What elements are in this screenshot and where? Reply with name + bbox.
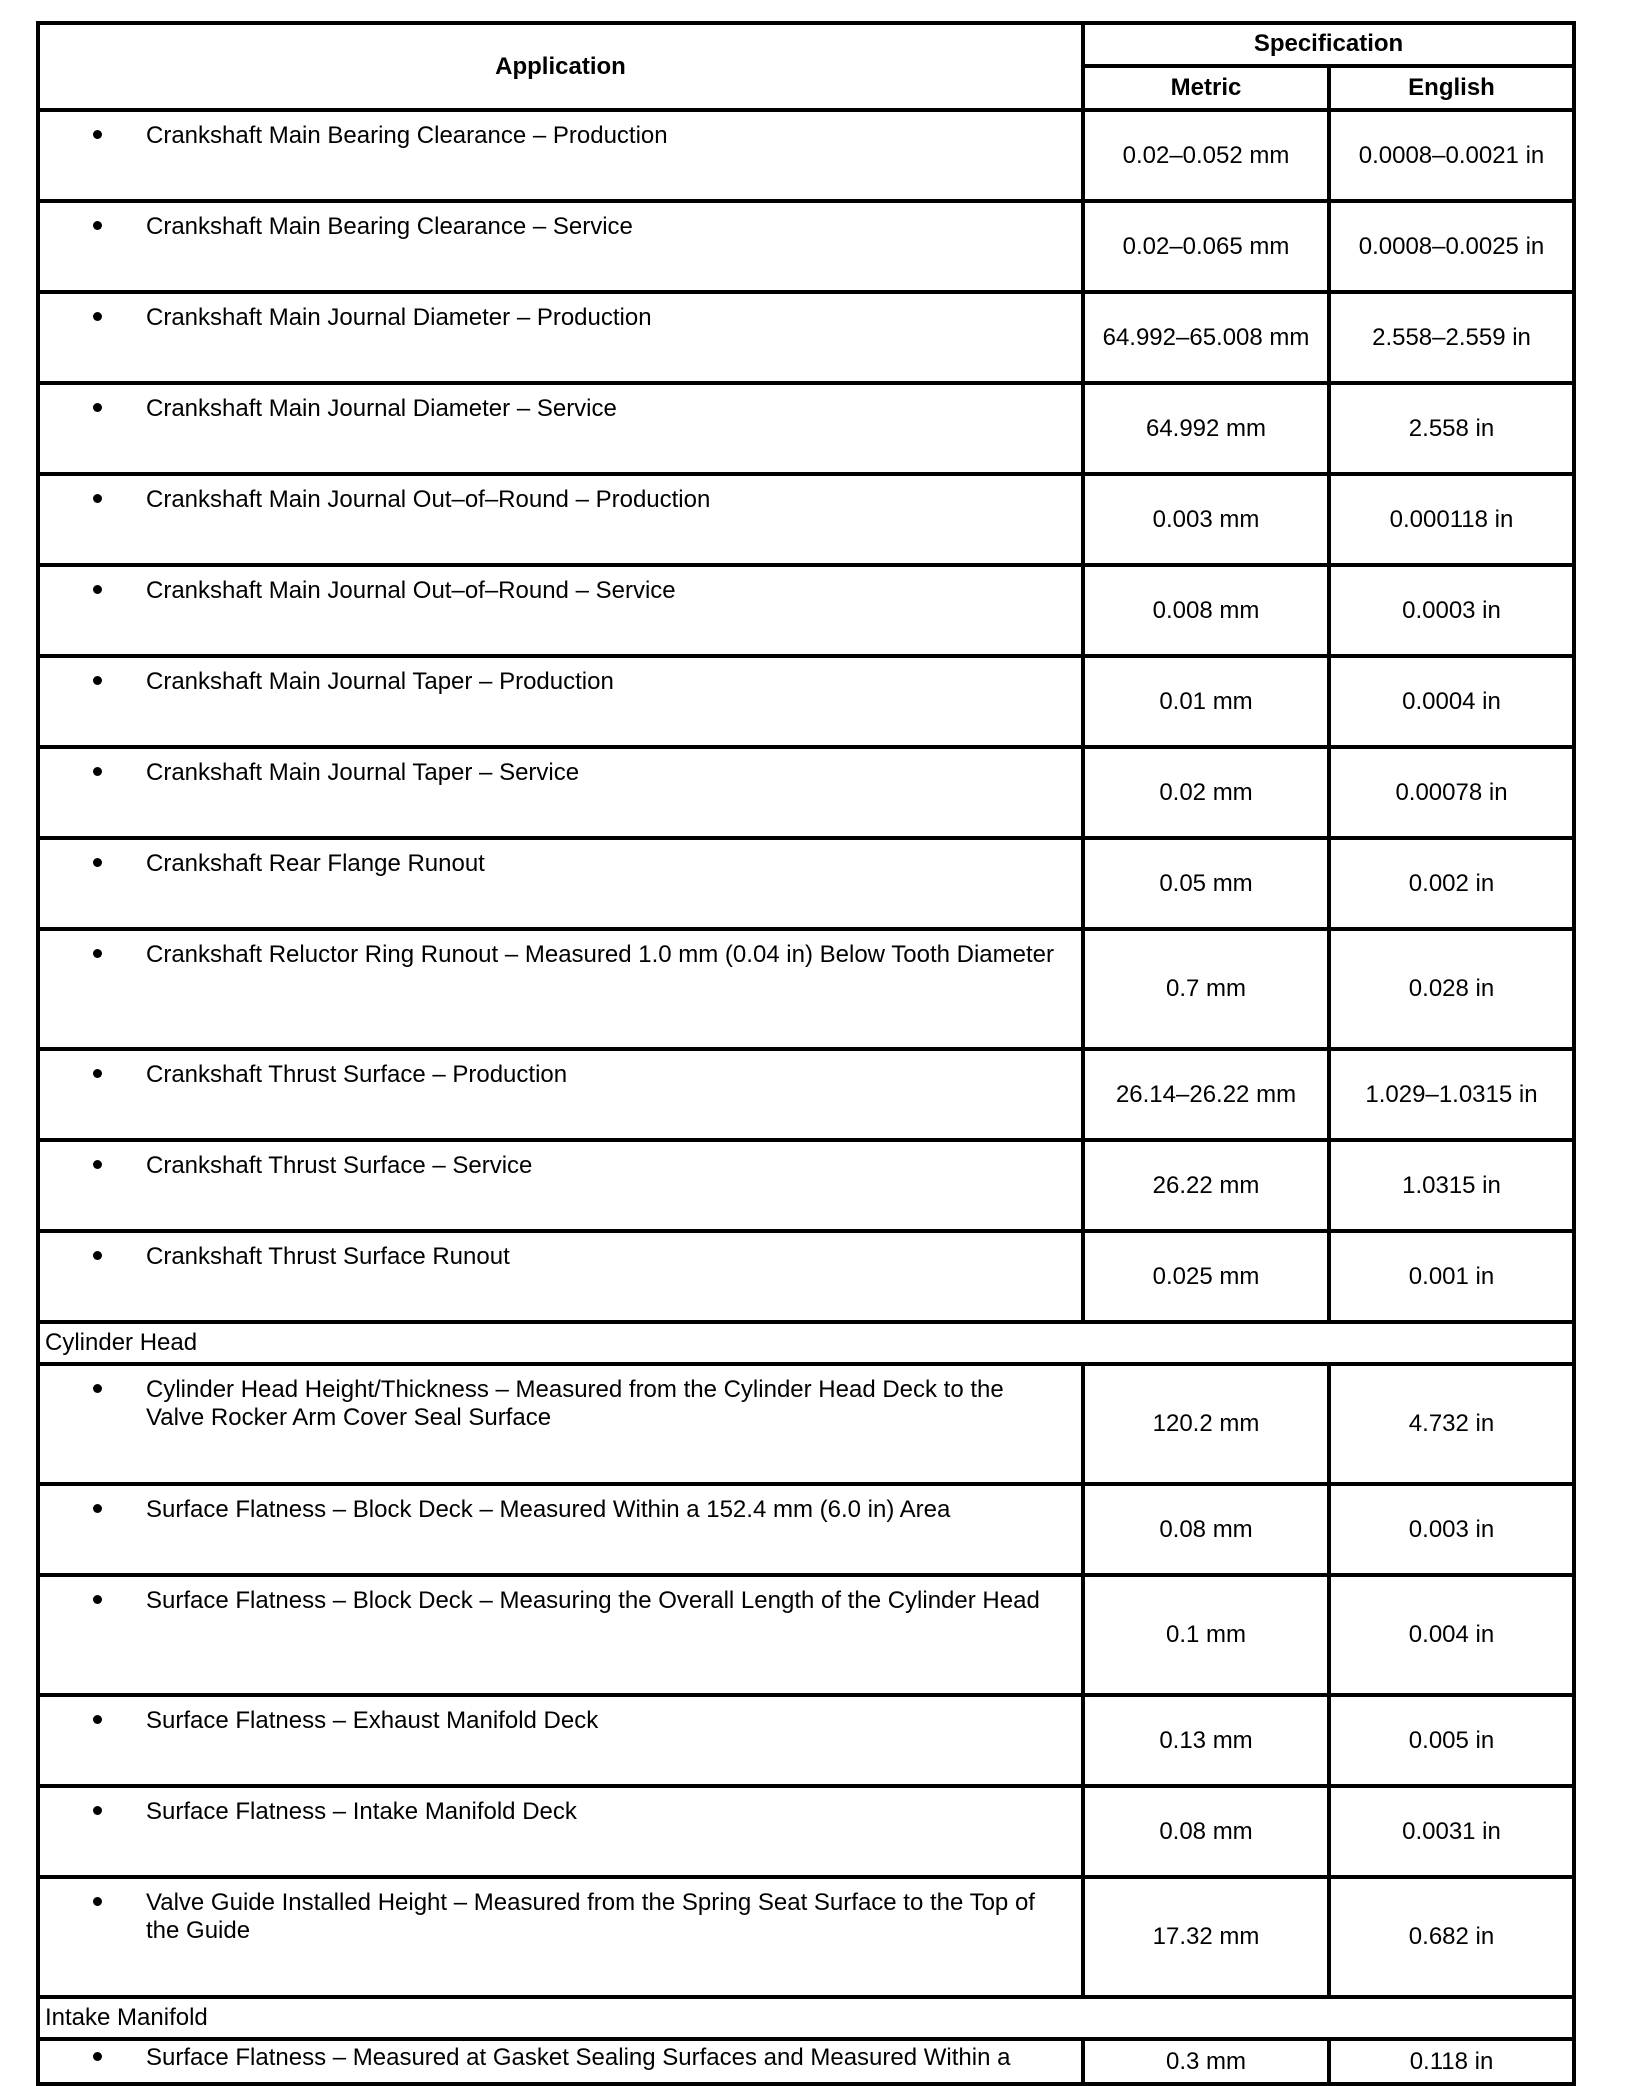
metric-value: 64.992–65.008 mm xyxy=(1083,292,1329,383)
bullet-icon xyxy=(40,213,146,241)
bullet-icon xyxy=(40,577,146,605)
table-row xyxy=(38,1695,1574,1786)
table-header-row xyxy=(38,23,1574,66)
bullet-icon xyxy=(40,759,146,787)
english-value: 0.000118 in xyxy=(1329,474,1574,565)
table-row xyxy=(38,1364,1574,1484)
metric-value: 0.7 mm xyxy=(1083,929,1329,1049)
bullet-icon xyxy=(40,941,146,969)
metric-value: 64.992 mm xyxy=(1083,383,1329,474)
application-text: Cylinder Head Height/Thickness – Measured from the Cylinder Head Deck to the Valve Rocker Arm Cover Seal Surface xyxy=(146,1376,1004,1431)
application-header: Application xyxy=(38,23,1083,110)
application-text: Crankshaft Reluctor Ring Runout – Measured 1.0 mm (0.04 in) Below Tooth Diameter xyxy=(146,941,1054,968)
metric-value: 0.008 mm xyxy=(1083,565,1329,656)
table-row xyxy=(38,2039,1574,2084)
metric-value: 0.08 mm xyxy=(1083,1786,1329,1877)
table-row xyxy=(38,1575,1574,1695)
table-row xyxy=(38,838,1574,929)
english-value: 0.0003 in xyxy=(1329,565,1574,656)
english-value: 1.029–1.0315 in xyxy=(1329,1049,1574,1140)
bullet-icon xyxy=(40,2044,146,2072)
metric-value: 0.025 mm xyxy=(1083,1231,1329,1322)
metric-value: 0.3 mm xyxy=(1083,2039,1329,2084)
metric-value: 0.02 mm xyxy=(1083,747,1329,838)
english-value: 2.558–2.559 in xyxy=(1329,292,1574,383)
table-row xyxy=(38,1231,1574,1322)
metric-value: 0.02–0.052 mm xyxy=(1083,110,1329,201)
application-text: Surface Flatness – Measured at Gasket Sealing Surfaces and Measured Within a xyxy=(146,2044,1011,2071)
bullet-icon xyxy=(40,1798,146,1826)
bullet-icon xyxy=(40,1243,146,1271)
bullet-icon xyxy=(40,395,146,423)
metric-value: 0.1 mm xyxy=(1083,1575,1329,1695)
table-row xyxy=(38,1786,1574,1877)
application-text: Surface Flatness – Intake Manifold Deck xyxy=(146,1798,577,1825)
bullet-icon xyxy=(40,122,146,150)
application-text: Surface Flatness – Block Deck – Measured Within a 152.4 mm (6.0 in) Area xyxy=(146,1496,951,1523)
bullet-icon xyxy=(40,668,146,696)
english-value: 0.001 in xyxy=(1329,1231,1574,1322)
metric-value: 0.05 mm xyxy=(1083,838,1329,929)
bullet-icon xyxy=(40,486,146,514)
metric-value: 17.32 mm xyxy=(1083,1877,1329,1997)
english-value: 0.118 in xyxy=(1329,2039,1574,2084)
application-text: Crankshaft Main Journal Diameter – Service xyxy=(146,395,617,422)
bullet-icon xyxy=(40,304,146,332)
application-text: Crankshaft Main Journal Taper – Production xyxy=(146,668,614,695)
bullet-icon xyxy=(40,1707,146,1735)
section-label: Cylinder Head xyxy=(38,1322,1574,1364)
metric-value: 0.13 mm xyxy=(1083,1695,1329,1786)
english-value: 1.0315 in xyxy=(1329,1140,1574,1231)
table-row xyxy=(38,110,1574,201)
bullet-icon xyxy=(40,1496,146,1524)
bullet-icon xyxy=(40,850,146,878)
application-text: Crankshaft Rear Flange Runout xyxy=(146,850,485,877)
section-row-intake-manifold xyxy=(38,1997,1574,2039)
english-header: English xyxy=(1329,66,1574,110)
english-value: 0.00078 in xyxy=(1329,747,1574,838)
bullet-icon xyxy=(40,1152,146,1180)
metric-value: 26.22 mm xyxy=(1083,1140,1329,1231)
bullet-icon xyxy=(40,1061,146,1089)
english-value: 0.0031 in xyxy=(1329,1786,1574,1877)
table-row xyxy=(38,929,1574,1049)
application-text: Crankshaft Main Bearing Clearance – Service xyxy=(146,213,633,240)
english-value: 0.005 in xyxy=(1329,1695,1574,1786)
metric-header: Metric xyxy=(1083,66,1329,110)
application-text: Surface Flatness – Block Deck – Measuring the Overall Length of the Cylinder Head xyxy=(146,1587,1040,1614)
bullet-icon xyxy=(40,1376,146,1432)
english-value: 0.002 in xyxy=(1329,838,1574,929)
table-row xyxy=(38,1049,1574,1140)
application-text: Valve Guide Installed Height – Measured from the Spring Seat Surface to the Top of the Guide xyxy=(146,1889,1035,1944)
application-text: Crankshaft Main Journal Out–of–Round – Production xyxy=(146,486,711,513)
bullet-icon xyxy=(40,1587,146,1615)
table-row xyxy=(38,656,1574,747)
table-row xyxy=(38,1877,1574,1997)
table-row xyxy=(38,747,1574,838)
english-value: 0.003 in xyxy=(1329,1484,1574,1575)
table-row xyxy=(38,565,1574,656)
application-text: Crankshaft Thrust Surface – Service xyxy=(146,1152,533,1179)
application-text: Crankshaft Main Bearing Clearance – Production xyxy=(146,122,668,149)
metric-value: 0.02–0.065 mm xyxy=(1083,201,1329,292)
application-text: Crankshaft Thrust Surface Runout xyxy=(146,1243,510,1270)
english-value: 0.682 in xyxy=(1329,1877,1574,1997)
table-row xyxy=(38,292,1574,383)
application-text: Surface Flatness – Exhaust Manifold Deck xyxy=(146,1707,599,1734)
english-value: 0.004 in xyxy=(1329,1575,1574,1695)
specification-table xyxy=(36,21,1576,2086)
table-row xyxy=(38,474,1574,565)
section-row-cylinder-head xyxy=(38,1322,1574,1364)
metric-value: 0.003 mm xyxy=(1083,474,1329,565)
application-text: Crankshaft Main Journal Taper – Service xyxy=(146,759,580,786)
application-text: Crankshaft Main Journal Out–of–Round – Service xyxy=(146,577,676,604)
table-row xyxy=(38,1140,1574,1231)
bullet-icon xyxy=(40,1889,146,1945)
english-value: 0.0004 in xyxy=(1329,656,1574,747)
metric-value: 26.14–26.22 mm xyxy=(1083,1049,1329,1140)
application-text: Crankshaft Thrust Surface – Production xyxy=(146,1061,568,1088)
table-row xyxy=(38,201,1574,292)
metric-value: 0.08 mm xyxy=(1083,1484,1329,1575)
english-value: 2.558 in xyxy=(1329,383,1574,474)
english-value: 0.028 in xyxy=(1329,929,1574,1049)
specification-header: Specification xyxy=(1083,23,1574,66)
english-value: 4.732 in xyxy=(1329,1364,1574,1484)
application-text: Crankshaft Main Journal Diameter – Production xyxy=(146,304,652,331)
metric-value: 0.01 mm xyxy=(1083,656,1329,747)
section-label: Intake Manifold xyxy=(38,1997,1574,2039)
english-value: 0.0008–0.0025 in xyxy=(1329,201,1574,292)
table-row xyxy=(38,383,1574,474)
metric-value: 120.2 mm xyxy=(1083,1364,1329,1484)
english-value: 0.0008–0.0021 in xyxy=(1329,110,1574,201)
table-row xyxy=(38,1484,1574,1575)
